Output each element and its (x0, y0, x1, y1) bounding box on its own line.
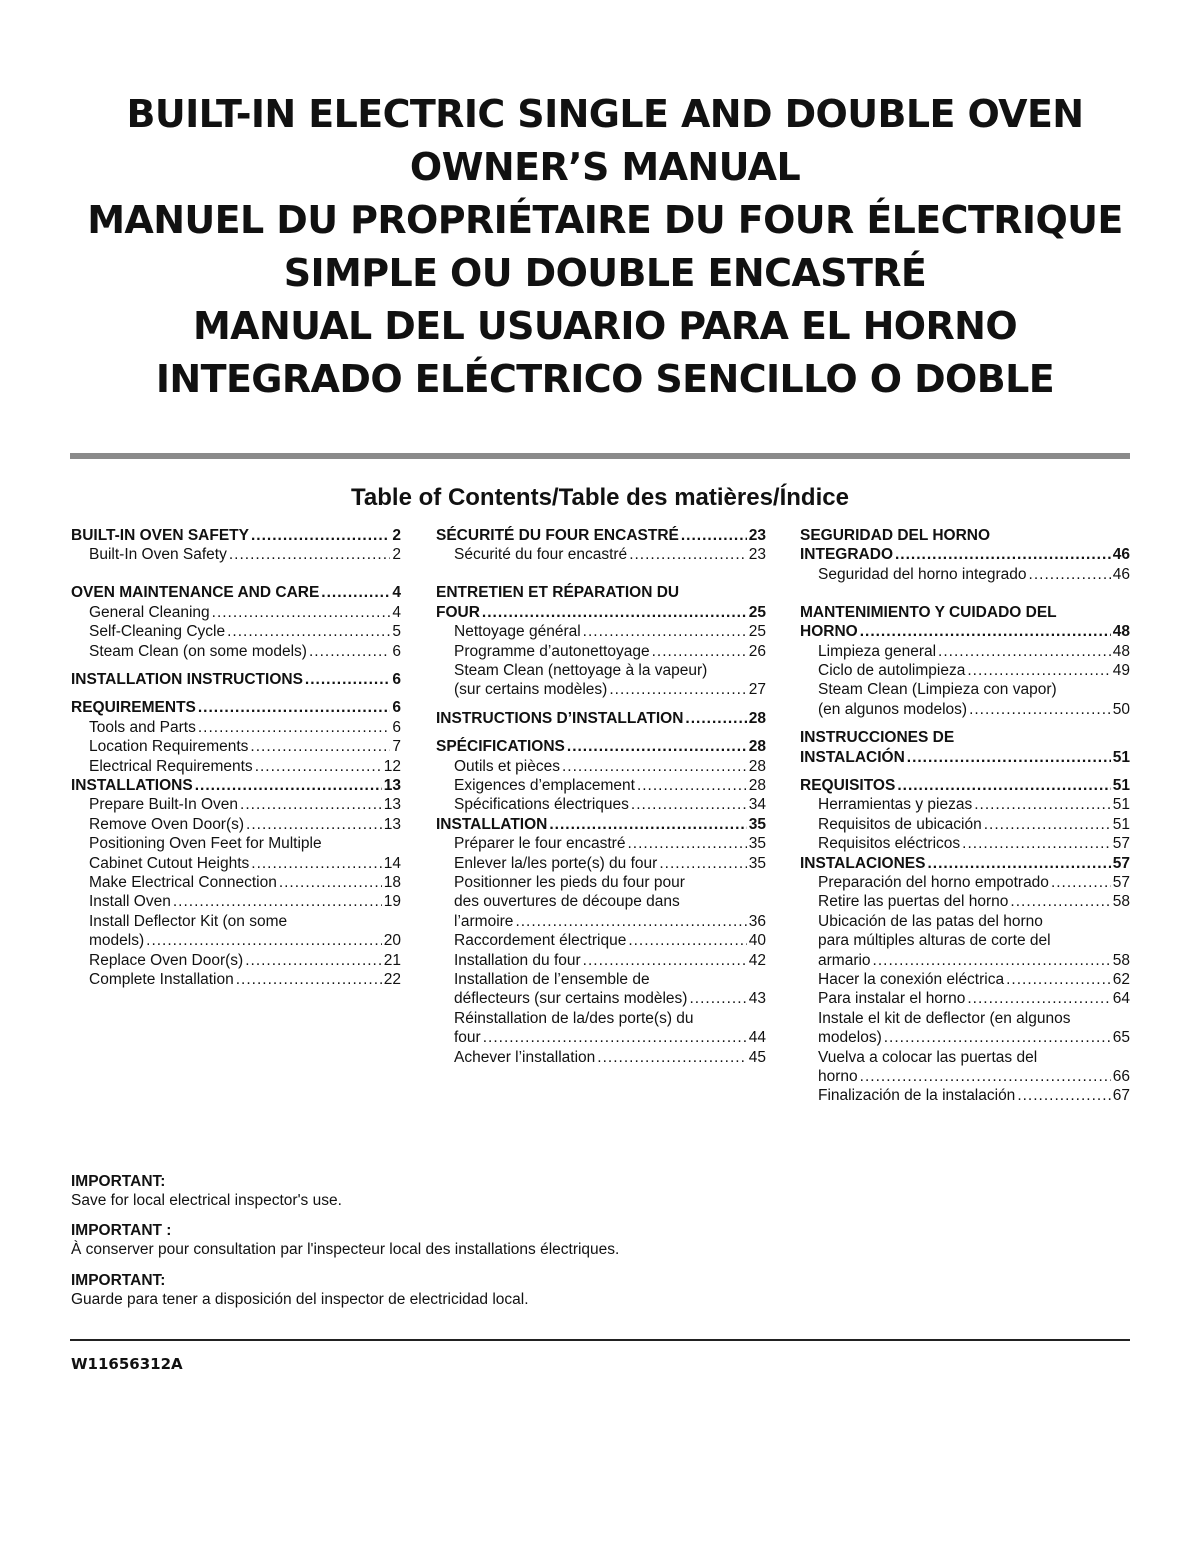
toc-entry[interactable] (71, 670, 401, 689)
toc-page-number: 6 (392, 699, 401, 717)
toc-entry[interactable] (71, 854, 401, 873)
toc-entry[interactable] (71, 583, 401, 602)
toc-entry[interactable] (800, 795, 1130, 814)
toc-page-number: 64 (1112, 990, 1130, 1008)
toc-entry-label: Built-In Oven Safety (89, 546, 227, 564)
toc-entry-label: Nettoyage général (454, 623, 581, 641)
toc-page-number: 20 (383, 932, 401, 950)
toc-page-number: 21 (383, 951, 401, 969)
toc-entry[interactable] (71, 970, 401, 989)
toc-entry-label: Prepare Built-In Oven (89, 796, 239, 814)
important-note-english (71, 1172, 1131, 1210)
toc-page-number: 22 (383, 971, 401, 989)
toc-page-number: 42 (748, 951, 766, 969)
toc-entry-label: Préparer le four encastré (454, 835, 626, 853)
toc-entry[interactable] (71, 951, 401, 970)
title-line: INTEGRADO ELÉCTRICO SENCILLO O DOBLE (155, 357, 1055, 401)
toc-entry[interactable] (436, 1048, 766, 1067)
toc-entry[interactable] (71, 545, 401, 564)
toc-entry-label[interactable]: INSTRUCCIONES DE (800, 729, 955, 747)
toc-entry[interactable] (436, 737, 766, 756)
toc-entry[interactable] (436, 680, 766, 699)
toc-entry-label: Tools and Parts (89, 718, 196, 736)
toc-column-english (71, 526, 401, 989)
toc-entry-label: Hacer la conexión eléctrica (818, 971, 1005, 989)
toc-page-number: 4 (392, 584, 401, 602)
toc-page-number: 66 (1112, 1068, 1130, 1086)
toc-page-number: 28 (748, 738, 766, 756)
toc-page-number: 4 (392, 603, 401, 621)
toc-entry[interactable] (71, 757, 401, 776)
toc-page-number: 48 (1112, 642, 1130, 660)
document-number: W11656312A (71, 1355, 183, 1373)
toc-entry-label[interactable]: Installation de l’ensemble de (454, 971, 650, 989)
toc-entry-label: Install Oven (89, 893, 171, 911)
toc-entry-label[interactable]: SEGURIDAD DEL HORNO (800, 527, 991, 544)
toc-entry-label: Exigences d’emplacement (454, 776, 635, 794)
important-label: IMPORTANT: (71, 1272, 166, 1289)
toc-entry[interactable] (436, 795, 766, 814)
toc-page-number: 28 (748, 776, 766, 794)
toc-entry-label: Remove Oven Door(s) (89, 815, 245, 833)
toc-entry[interactable] (800, 565, 1130, 584)
toc-entry[interactable] (436, 931, 766, 950)
toc-entry-label: (en algunos modelos) (818, 700, 968, 718)
toc-entry-label: Retire las puertas del horno (818, 893, 1009, 911)
toc-page-number: 13 (383, 776, 401, 794)
toc-entry-label[interactable]: Install Deflector Kit (on some (89, 912, 288, 930)
important-note-spanish (71, 1271, 1131, 1309)
toc-page-number: 51 (1112, 796, 1130, 814)
toc-page-number: 46 (1112, 546, 1130, 564)
toc-entry[interactable] (800, 854, 1130, 873)
toc-entry-label: Limpieza general (818, 642, 937, 660)
toc-page-number: 45 (748, 1048, 766, 1066)
toc-entry-label: INSTALLATION (436, 815, 548, 833)
toc-entry[interactable] (71, 737, 401, 756)
toc-entry-label: Programme d’autonettoyage (454, 642, 650, 660)
title-line: OWNER’S MANUAL (409, 145, 801, 189)
toc-entry[interactable] (436, 545, 766, 564)
toc-page-number: 27 (748, 681, 766, 699)
toc-page-number: 23 (748, 546, 766, 564)
toc-column-french (436, 526, 766, 1067)
toc-entry-label: INSTALLATION INSTRUCTIONS (71, 670, 303, 688)
toc-entry-label[interactable]: Vuelva a colocar las puertas del (818, 1048, 1038, 1066)
toc-entry-label: HORNO (800, 623, 858, 641)
toc-entry[interactable] (800, 989, 1130, 1008)
toc-entry-label: Ciclo de autolimpieza (818, 661, 966, 679)
toc-page-number: 14 (383, 854, 401, 872)
toc-entry-label: INSTALLATIONS (71, 776, 193, 794)
title-line: MANUAL DEL USUARIO PARA EL HORNO (192, 304, 1018, 348)
toc-entry-label: SPÉCIFICATIONS (436, 738, 565, 756)
toc-entry[interactable] (436, 815, 766, 834)
toc-entry-label: Para instalar el horno (818, 990, 966, 1008)
toc-entry[interactable] (436, 603, 766, 622)
toc-entry[interactable] (436, 951, 766, 970)
toc-entry-label: OVEN MAINTENANCE AND CARE (71, 584, 320, 602)
toc-entry[interactable] (800, 1067, 1130, 1086)
toc-entry-label: General Cleaning (89, 603, 210, 621)
toc-entry[interactable] (436, 709, 766, 728)
toc-entry-label[interactable]: des ouvertures de découpe dans (454, 893, 680, 911)
toc-page-number: 18 (383, 874, 401, 891)
toc-entry[interactable] (71, 718, 401, 737)
toc-entry[interactable] (800, 661, 1130, 680)
toc-entry-label: Installation du four (454, 951, 581, 969)
toc-page-number: 6 (392, 670, 401, 688)
toc-entry[interactable] (71, 526, 401, 545)
toc-page-number: 35 (748, 854, 766, 872)
toc-entry-label: Raccordement électrique (454, 932, 627, 950)
toc-entry-label: Requisitos eléctricos (818, 835, 961, 853)
toc-page-number: 6 (392, 642, 401, 660)
toc-entry-label: Self-Cleaning Cycle (89, 623, 226, 641)
toc-page-number: 7 (392, 738, 401, 756)
toc-page-number: 58 (1112, 893, 1130, 911)
toc-entry-label[interactable]: Steam Clean (Limpieza con vapor) (818, 681, 1057, 699)
important-label: IMPORTANT: (71, 1173, 166, 1190)
title-line: BUILT-IN ELECTRIC SINGLE AND DOUBLE OVEN (126, 92, 1084, 136)
toc-entry[interactable] (800, 1086, 1130, 1105)
toc-entry[interactable] (71, 892, 401, 911)
toc-page-number: 13 (383, 796, 401, 814)
toc-entry-label: Cabinet Cutout Heights (89, 854, 250, 872)
toc-entry-label: Achever l’installation (454, 1048, 596, 1066)
toc-entry[interactable] (436, 854, 766, 873)
important-note-french (71, 1221, 1131, 1259)
toc-entry[interactable] (71, 698, 401, 717)
toc-entry-label: Location Requirements (89, 738, 249, 756)
toc-entry-label[interactable]: Steam Clean (nettoyage à la vapeur) (454, 661, 708, 679)
toc-page-number: 35 (748, 815, 766, 833)
toc-entry[interactable] (71, 603, 401, 622)
toc-entry[interactable] (71, 795, 401, 814)
important-text: À conserver pour consultation par l'inspecteur local des installations électriques. (71, 1241, 620, 1258)
toc-entry-label: SÉCURITÉ DU FOUR ENCASTRÉ (436, 527, 679, 544)
toc-page-number: 23 (748, 527, 766, 544)
toc-page-number: 28 (748, 709, 766, 727)
toc-entry[interactable] (71, 622, 401, 641)
toc-entry-label: Sécurité du four encastré (454, 546, 628, 564)
toc-page-number: 25 (748, 603, 766, 621)
toc-entry-label: Replace Oven Door(s) (89, 951, 244, 969)
toc-entry[interactable] (436, 834, 766, 853)
toc-entry[interactable] (71, 931, 401, 950)
toc-entry-label: Steam Clean (on some models) (89, 642, 307, 660)
toc-page-number: 28 (748, 757, 766, 775)
toc-page-number: 19 (383, 893, 401, 911)
title-divider (70, 453, 1130, 459)
toc-entry-label: REQUIREMENTS (71, 699, 196, 717)
toc-page-number: 51 (1112, 776, 1130, 794)
toc-entry-label: Seguridad del horno integrado (818, 565, 1027, 583)
manual-title (60, 88, 1150, 406)
toc-entry[interactable] (800, 892, 1130, 911)
toc-page-number: 35 (748, 835, 766, 853)
toc-entry-label: l’armoire (454, 912, 514, 930)
toc-page-number: 48 (1112, 623, 1130, 641)
toc-entry-label: REQUISITOS (800, 776, 896, 794)
toc-entry[interactable] (800, 834, 1130, 853)
toc-entry-label: Electrical Requirements (89, 757, 253, 775)
toc-page-number: 44 (748, 1029, 766, 1047)
toc-entry-label: déflecteurs (sur certains modèles) (454, 990, 688, 1008)
toc-entry-label: models) (89, 932, 145, 950)
toc-entry-label: INSTALACIÓN (800, 748, 905, 766)
toc-entry[interactable] (800, 970, 1130, 989)
toc-entry-label: Herramientas y piezas (818, 796, 973, 814)
toc-entry[interactable] (436, 776, 766, 795)
toc-entry[interactable] (436, 526, 766, 545)
toc-page-number: 12 (383, 757, 401, 775)
toc-page-number: 25 (748, 623, 766, 641)
toc-page-number: 2 (392, 527, 401, 544)
important-label: IMPORTANT : (71, 1222, 172, 1239)
toc-entry-label[interactable]: para múltiples alturas de corte del (818, 932, 1051, 950)
toc-entry-label: FOUR (436, 603, 480, 621)
toc-page-number: 43 (748, 990, 766, 1008)
toc-entry[interactable] (800, 545, 1130, 564)
toc-entry[interactable] (71, 642, 401, 661)
toc-entry[interactable] (800, 642, 1130, 661)
toc-page-number: 5 (392, 623, 401, 641)
toc-entry-label: Finalización de la instalación (818, 1087, 1016, 1105)
toc-entry[interactable] (71, 815, 401, 834)
toc-page-number: 50 (1112, 700, 1130, 718)
toc-entry[interactable] (436, 1028, 766, 1047)
toc-entry[interactable] (800, 622, 1130, 641)
toc-entry-label: INSTALACIONES (800, 854, 926, 872)
toc-entry-label[interactable]: Positionner les pieds du four pour (454, 874, 685, 891)
toc-entry[interactable] (436, 912, 766, 931)
toc-page-number: 57 (1112, 835, 1130, 853)
toc-entry-label: modelos) (818, 1029, 882, 1047)
toc-entry-label[interactable]: Ubicación de las patas del horno (818, 912, 1043, 930)
toc-entry-label: BUILT-IN OVEN SAFETY (71, 527, 249, 544)
toc-page-number: 51 (1112, 748, 1130, 766)
toc-entry-label: Make Electrical Connection (89, 874, 277, 891)
toc-entry[interactable] (436, 989, 766, 1008)
toc-entry-label: Requisitos de ubicación (818, 815, 982, 833)
toc-entry-label[interactable]: MANTENIMIENTO Y CUIDADO DEL (800, 603, 1057, 621)
toc-entry-label[interactable]: Réinstallation de la/des porte(s) du (454, 1009, 694, 1027)
important-text: Save for local electrical inspector's use. (71, 1192, 342, 1209)
toc-page-number: 62 (1112, 971, 1130, 989)
toc-page-number: 40 (748, 932, 766, 950)
toc-page-number: 26 (748, 642, 766, 660)
toc-page-number: 51 (1112, 815, 1130, 833)
toc-entry[interactable] (436, 622, 766, 641)
toc-entry-label[interactable]: Instale el kit de deflector (en algunos (818, 1009, 1071, 1027)
toc-entry[interactable] (436, 642, 766, 661)
toc-entry[interactable] (800, 873, 1130, 892)
toc-entry-label[interactable]: Positioning Oven Feet for Multiple (89, 835, 322, 853)
toc-page-number: 36 (748, 912, 766, 930)
toc-page-number: 34 (748, 796, 766, 814)
toc-entry[interactable] (800, 1028, 1130, 1047)
toc-entry-label: Preparación del horno empotrado (818, 874, 1049, 891)
toc-page-number: 65 (1112, 1029, 1130, 1047)
important-text: Guarde para tener a disposición del inspector de electricidad local. (71, 1291, 529, 1308)
toc-entry[interactable] (800, 700, 1130, 719)
toc-entry[interactable] (800, 815, 1130, 834)
toc-entry-label[interactable]: ENTRETIEN ET RÉPARATION DU (436, 584, 680, 602)
toc-page-number: 57 (1112, 854, 1130, 872)
toc-page-number: 57 (1112, 874, 1130, 891)
toc-entry-label: Complete Installation (89, 971, 234, 989)
title-line: SIMPLE OU DOUBLE ENCASTRÉ (283, 251, 927, 295)
toc-page-number: 2 (392, 546, 401, 564)
footer-divider (70, 1339, 1130, 1341)
toc-entry-label: horno (818, 1068, 858, 1086)
toc-column-spanish (800, 526, 1130, 1106)
toc-entry-label: armario (818, 951, 871, 969)
toc-entry-label: (sur certains modèles) (454, 681, 608, 699)
toc-heading: Table of Contents/Table des matières/Índice (351, 484, 849, 511)
toc-page-number: 49 (1112, 661, 1130, 679)
title-line: MANUEL DU PROPRIÉTAIRE DU FOUR ÉLECTRIQUE (87, 198, 1123, 242)
toc-entry[interactable] (800, 951, 1130, 970)
toc-entry-label: INTEGRADO (800, 546, 893, 564)
toc-page-number: 46 (1112, 565, 1130, 583)
toc-page-number: 67 (1112, 1087, 1130, 1105)
toc-entry-label: four (454, 1029, 481, 1047)
toc-entry[interactable] (71, 873, 401, 892)
toc-entry-label: Enlever la/les porte(s) du four (454, 854, 658, 872)
toc-entry[interactable] (71, 776, 401, 795)
toc-entry[interactable] (436, 757, 766, 776)
toc-entry-label: Spécifications électriques (454, 796, 629, 814)
toc-entry[interactable] (800, 748, 1130, 767)
toc-page-number: 58 (1112, 951, 1130, 969)
toc-entry-label: INSTRUCTIONS D’INSTALLATION (436, 709, 684, 727)
toc-entry-label: Outils et pièces (454, 757, 560, 775)
toc-page-number: 6 (392, 718, 401, 736)
toc-page-number: 13 (383, 815, 401, 833)
toc-entry[interactable] (800, 776, 1130, 795)
